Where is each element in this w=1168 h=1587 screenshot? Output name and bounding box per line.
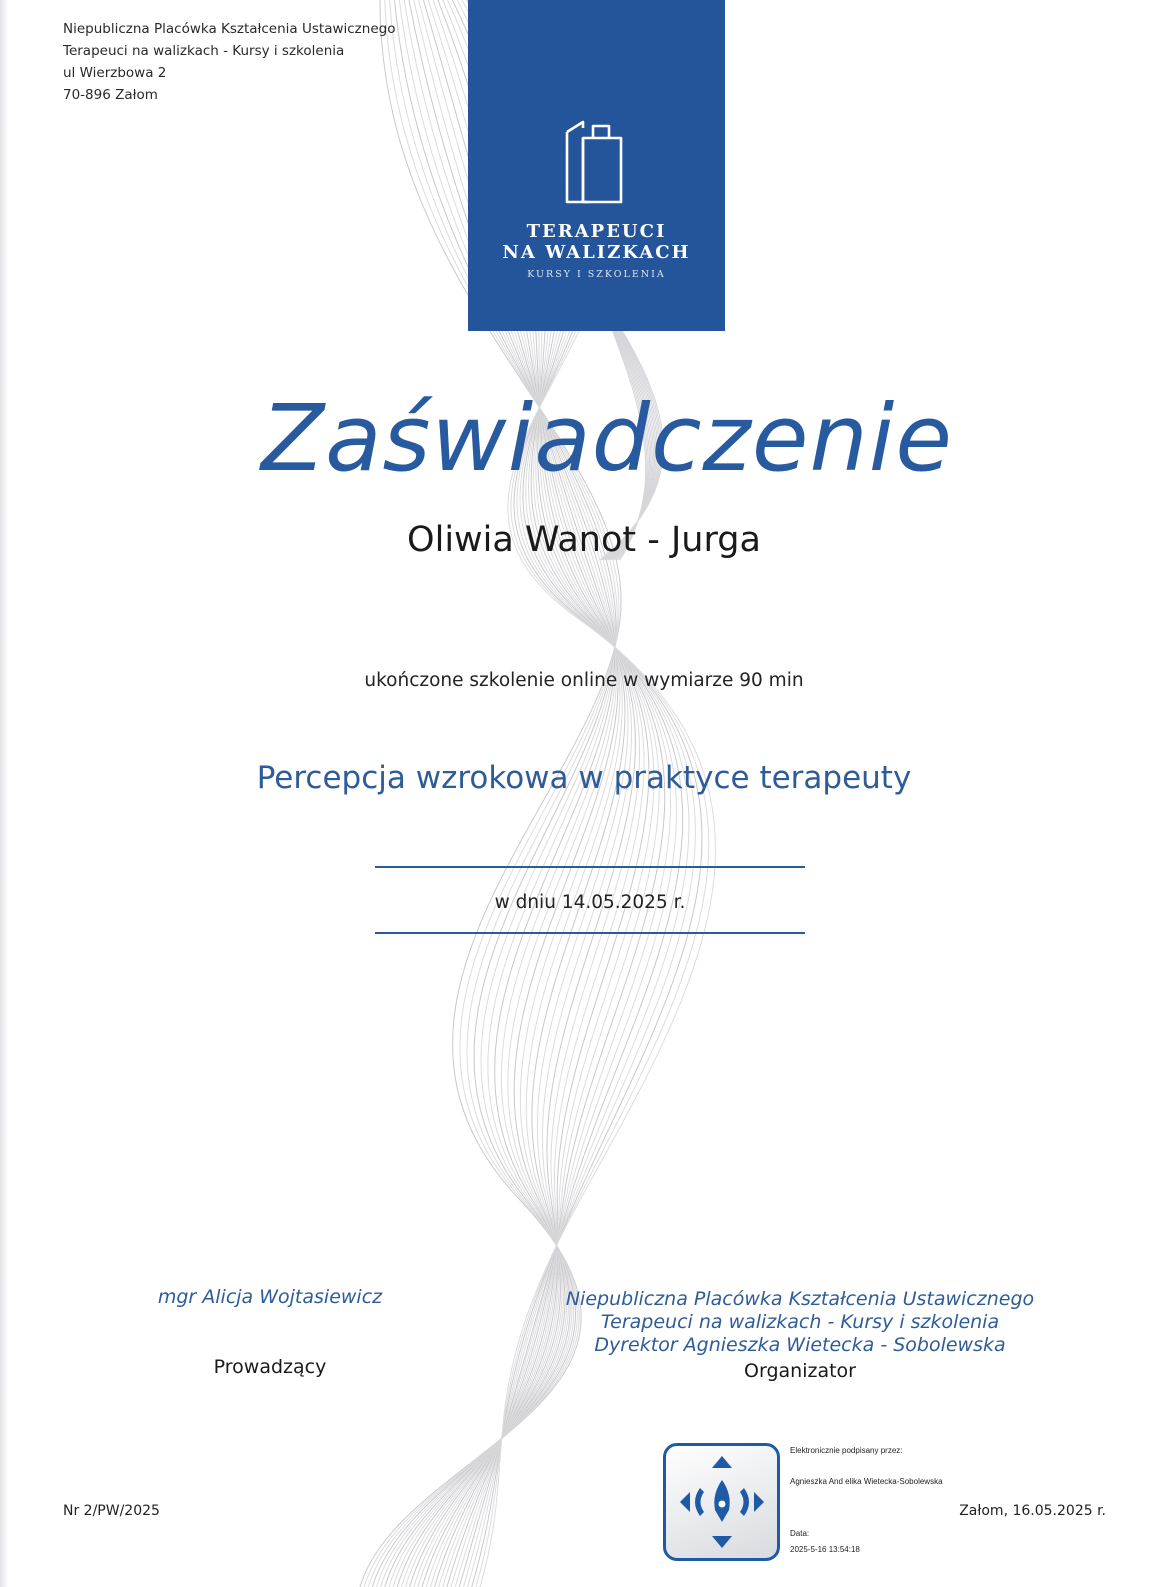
logo-title-line2: NA WALIZKACH xyxy=(502,242,691,263)
place-and-date: Załom, 16.05.2025 r. xyxy=(959,1503,1106,1519)
esignature-date-label: Data: xyxy=(790,1529,810,1538)
esignature-label: Elektronicznie podpisany przez: xyxy=(790,1446,903,1455)
logo-tagline: KURSY I SZKOLENIA xyxy=(527,269,666,280)
esignature-badge xyxy=(663,1443,780,1561)
issuer-street: ul Wierzbowa 2 xyxy=(63,65,167,81)
esignature-icon xyxy=(672,1452,772,1552)
divider-top xyxy=(375,866,805,868)
issuer-city: 70-896 Załom xyxy=(63,87,158,103)
logo-title-line1: TERAPEUCI xyxy=(526,221,667,242)
organizer-role: Organizator xyxy=(744,1360,856,1382)
esignature-date-value: 2025-5-16 13:54:18 xyxy=(790,1545,860,1554)
issuer-subtitle: Terapeuci na walizkach - Kursy i szkolenia xyxy=(63,43,345,59)
divider-bottom xyxy=(375,932,805,934)
completion-statement: ukończone szkolenie online w wymiarze 90 min xyxy=(364,670,804,691)
issuer-name: Niepubliczna Placówka Kształcenia Ustawicznego xyxy=(63,21,396,37)
course-date: w dniu 14.05.2025 r. xyxy=(494,892,686,913)
certificate-number: Nr 2/PW/2025 xyxy=(63,1503,160,1519)
esignature-signer: Agnieszka And elika Wietecka-Sobolewska xyxy=(790,1477,943,1486)
organizer-signature xyxy=(520,1288,1080,1357)
recipient-name: Oliwia Wanot - Jurga xyxy=(407,520,761,560)
lecturer-name: mgr Alicja Wojtasiewicz xyxy=(157,1286,383,1308)
lecturer-role: Prowadzący xyxy=(213,1356,327,1378)
organizer-line2: Terapeuci na walizkach - Kursy i szkolenia xyxy=(600,1311,1000,1333)
issuer-address-block xyxy=(63,18,395,106)
certificate-heading: Zaświadczenie xyxy=(261,385,953,492)
organizer-line1: Niepubliczna Placówka Kształcenia Ustawicznego xyxy=(565,1288,1035,1310)
course-title: Percepcja wzrokowa w praktyce terapeuty xyxy=(256,760,912,796)
organizer-line3: Dyrektor Agnieszka Wietecka - Sobolewska xyxy=(594,1334,1006,1356)
suitcase-icon xyxy=(563,118,629,208)
logo xyxy=(468,0,725,331)
